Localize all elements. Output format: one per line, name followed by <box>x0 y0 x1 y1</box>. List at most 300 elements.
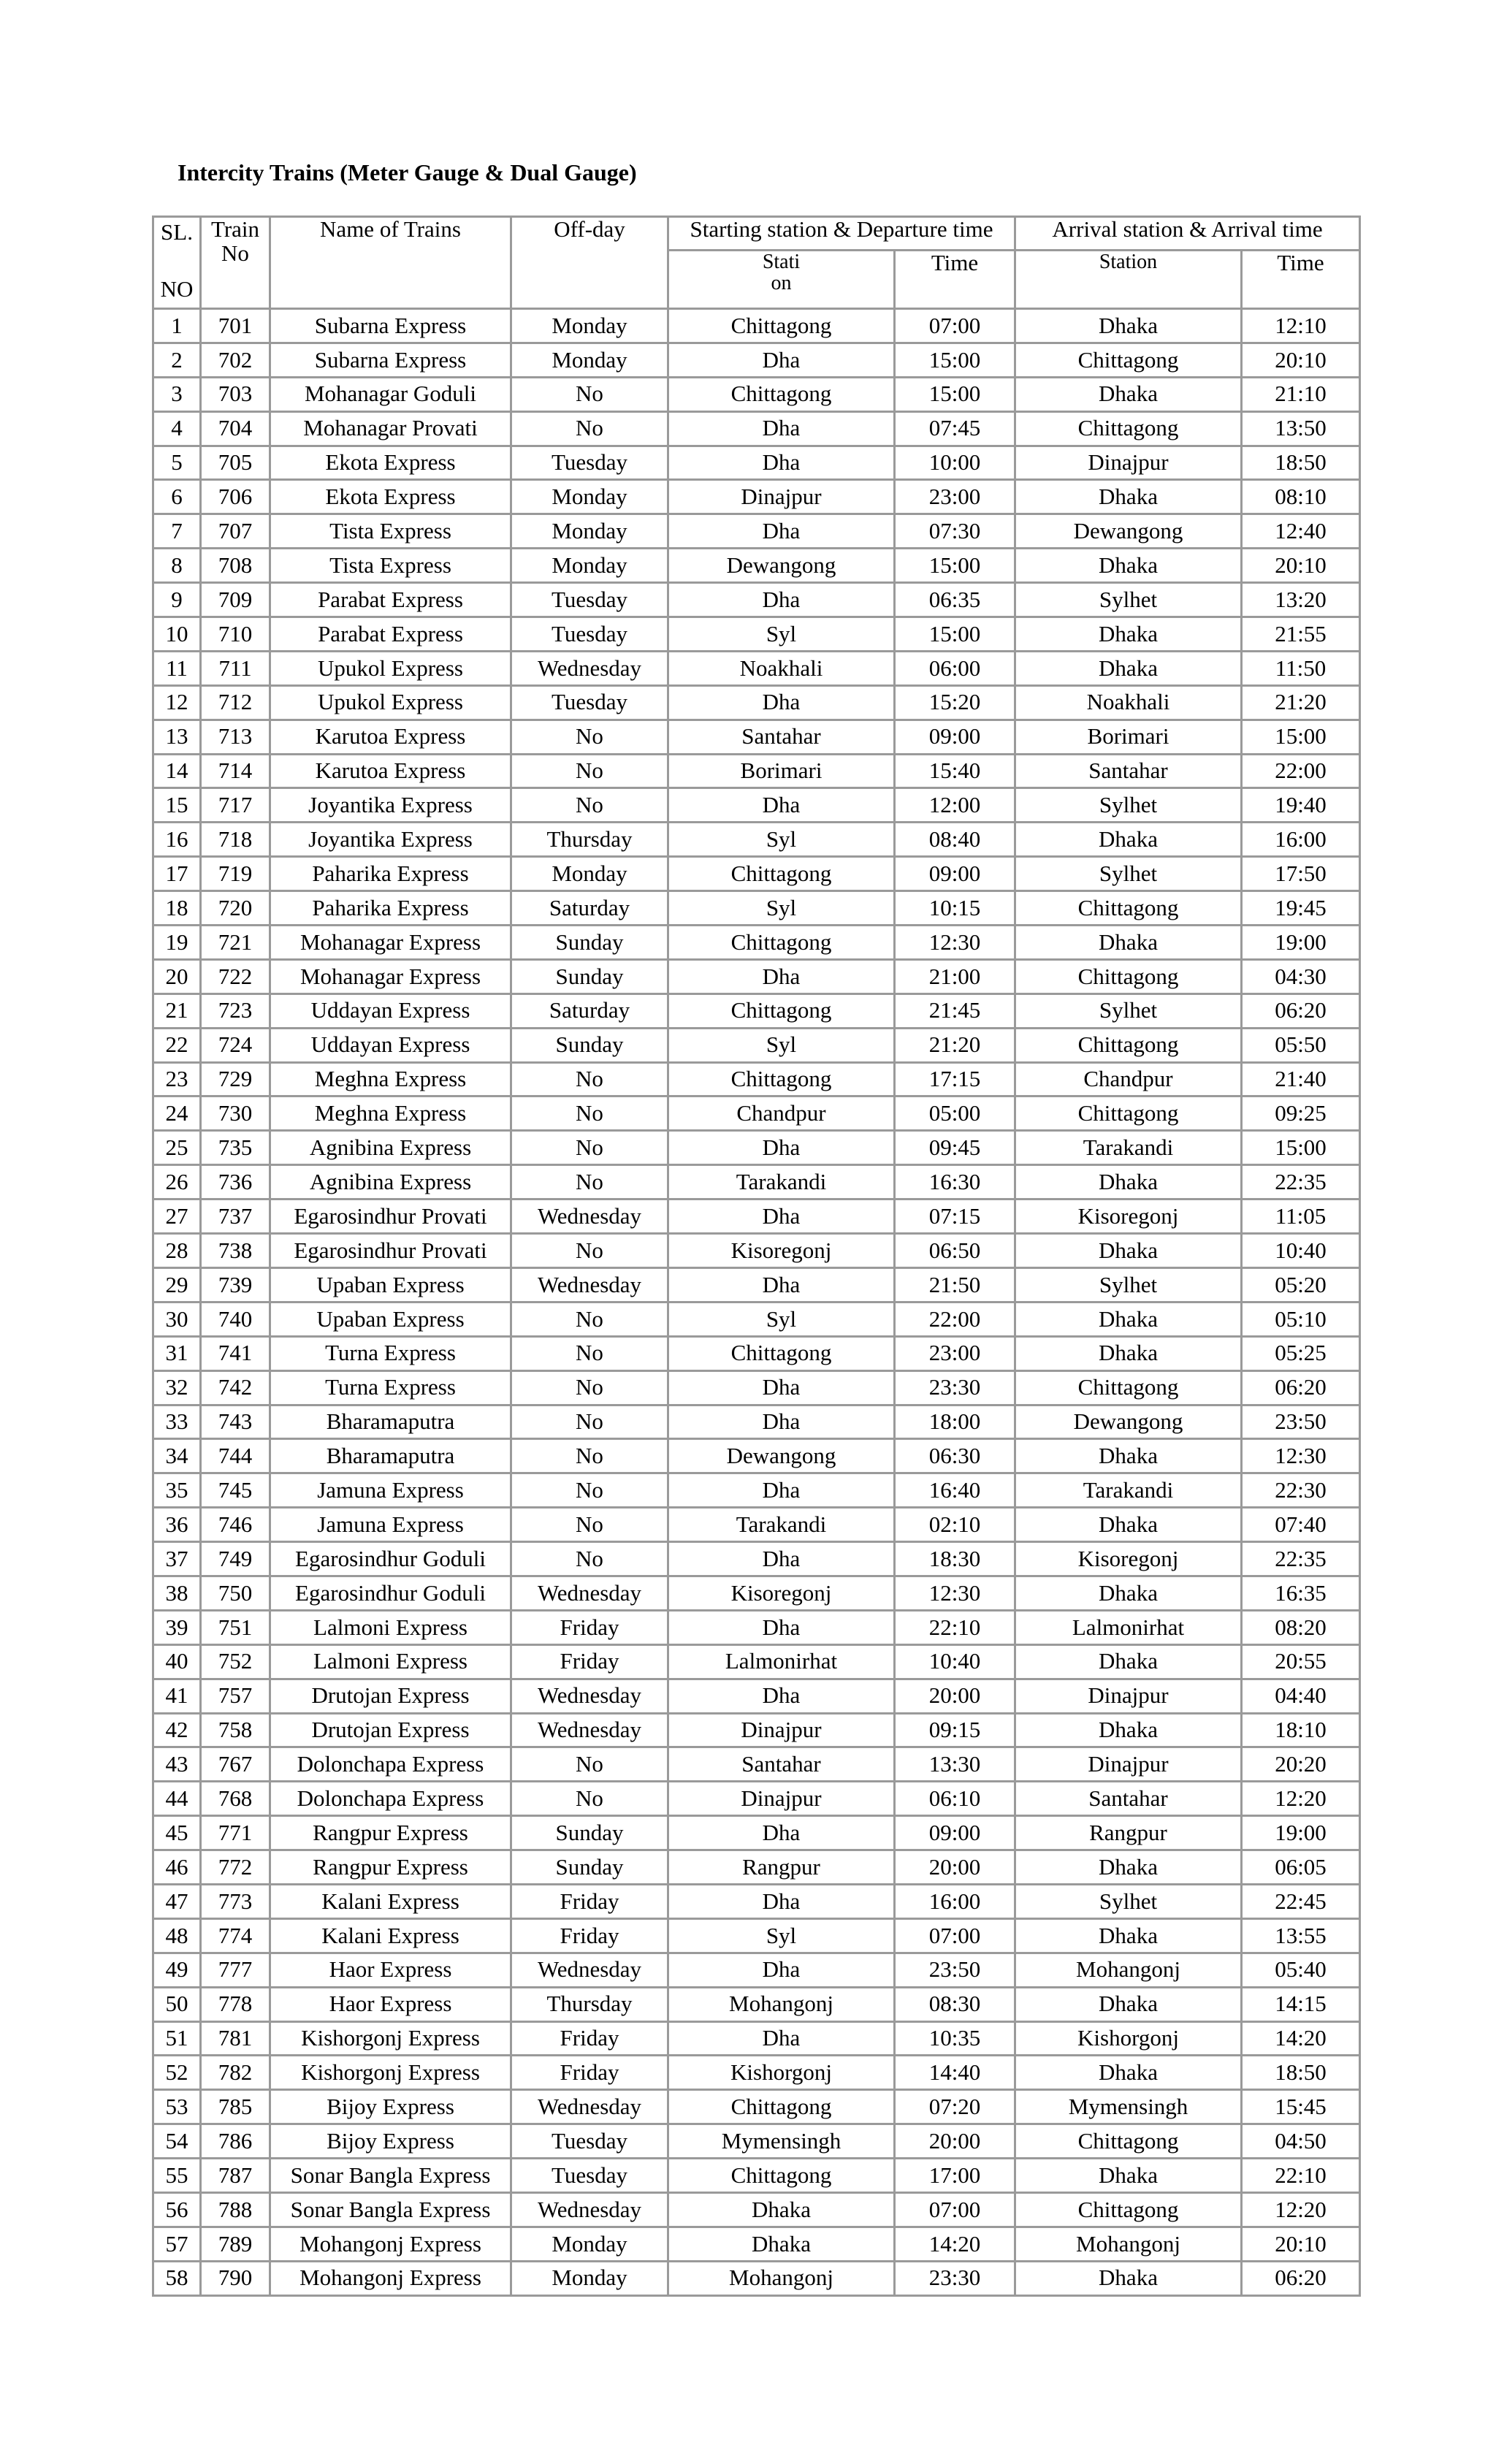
cell-dep: 06:10 <box>895 1782 1015 1816</box>
cell-sl: 8 <box>153 549 201 583</box>
cell-train_no: 788 <box>201 2192 270 2227</box>
cell-train_no: 737 <box>201 1199 270 1234</box>
table-row <box>153 480 1360 514</box>
table-row <box>153 2021 1360 2056</box>
cell-arr: 19:45 <box>1242 891 1360 926</box>
cell-sl: 25 <box>153 1131 201 1165</box>
cell-name: Bharamaputra <box>270 1439 511 1473</box>
cell-to: Chittagong <box>1015 1096 1242 1131</box>
cell-arr: 16:35 <box>1242 1576 1360 1610</box>
cell-train_no: 772 <box>201 1850 270 1885</box>
cell-to: Dhaka <box>1015 1234 1242 1268</box>
cell-to: Dhaka <box>1015 1918 1242 1953</box>
cell-from: Dewangong <box>668 1439 895 1473</box>
cell-to: Dhaka <box>1015 651 1242 685</box>
header-name-of-trains: Name of Trains <box>270 217 511 309</box>
cell-dep: 16:00 <box>895 1884 1015 1918</box>
cell-from: Dha <box>668 685 895 720</box>
cell-to: Chittagong <box>1015 2192 1242 2227</box>
cell-arr: 05:20 <box>1242 1267 1360 1302</box>
cell-sl: 24 <box>153 1096 201 1131</box>
cell-sl: 10 <box>153 617 201 652</box>
cell-dep: 07:45 <box>895 411 1015 446</box>
header-train-bottom: No <box>221 240 249 266</box>
cell-train_no: 789 <box>201 2227 270 2261</box>
cell-arr: 04:40 <box>1242 1679 1360 1713</box>
cell-arr: 11:05 <box>1242 1199 1360 1234</box>
cell-offday: No <box>511 1439 668 1473</box>
cell-from: Chittagong <box>668 926 895 960</box>
cell-dep: 16:30 <box>895 1165 1015 1199</box>
cell-from: Syl <box>668 1302 895 1336</box>
cell-to: Sylhet <box>1015 583 1242 617</box>
cell-sl: 30 <box>153 1302 201 1336</box>
table-header <box>153 217 1360 309</box>
cell-offday: No <box>511 754 668 788</box>
cell-name: Lalmoni Express <box>270 1610 511 1644</box>
cell-offday: No <box>511 1370 668 1405</box>
cell-from: Chandpur <box>668 1096 895 1131</box>
cell-dep: 07:30 <box>895 514 1015 549</box>
table-row <box>153 1199 1360 1234</box>
cell-from: Syl <box>668 1918 895 1953</box>
cell-to: Tarakandi <box>1015 1131 1242 1165</box>
cell-train_no: 705 <box>201 446 270 480</box>
cell-train_no: 723 <box>201 993 270 1028</box>
cell-offday: Tuesday <box>511 446 668 480</box>
cell-train_no: 767 <box>201 1747 270 1782</box>
table-row <box>153 926 1360 960</box>
cell-arr: 12:40 <box>1242 514 1360 549</box>
cell-dep: 23:30 <box>895 2261 1015 2295</box>
cell-sl: 56 <box>153 2192 201 2227</box>
cell-name: Haor Express <box>270 1953 511 1987</box>
cell-sl: 58 <box>153 2261 201 2295</box>
cell-arr: 04:30 <box>1242 959 1360 993</box>
cell-train_no: 790 <box>201 2261 270 2295</box>
cell-offday: No <box>511 411 668 446</box>
cell-to: Dhaka <box>1015 1713 1242 1747</box>
header-start-station-line1: Stati <box>762 251 801 273</box>
cell-offday: Saturday <box>511 993 668 1028</box>
cell-train_no: 704 <box>201 411 270 446</box>
cell-offday: Sunday <box>511 959 668 993</box>
cell-dep: 06:00 <box>895 651 1015 685</box>
cell-offday: Thursday <box>511 823 668 857</box>
cell-offday: No <box>511 1096 668 1131</box>
cell-dep: 22:10 <box>895 1610 1015 1644</box>
cell-dep: 16:40 <box>895 1473 1015 1508</box>
cell-from: Dha <box>668 1267 895 1302</box>
cell-to: Dhaka <box>1015 1439 1242 1473</box>
cell-name: Dolonchapa Express <box>270 1747 511 1782</box>
cell-name: Sonar Bangla Express <box>270 2192 511 2227</box>
cell-offday: No <box>511 1542 668 1576</box>
cell-dep: 23:00 <box>895 480 1015 514</box>
cell-from: Dinajpur <box>668 480 895 514</box>
cell-arr: 05:40 <box>1242 1953 1360 1987</box>
cell-train_no: 707 <box>201 514 270 549</box>
cell-dep: 08:40 <box>895 823 1015 857</box>
table-row <box>153 1679 1360 1713</box>
header-sl-top: SL. <box>161 219 193 245</box>
cell-dep: 06:30 <box>895 1439 1015 1473</box>
cell-dep: 09:45 <box>895 1131 1015 1165</box>
cell-from: Dha <box>668 2021 895 2056</box>
cell-offday: Sunday <box>511 1850 668 1885</box>
cell-sl: 51 <box>153 2021 201 2056</box>
cell-sl: 1 <box>153 309 201 343</box>
cell-offday: No <box>511 1131 668 1165</box>
cell-sl: 55 <box>153 2159 201 2193</box>
cell-dep: 07:20 <box>895 2090 1015 2124</box>
cell-train_no: 746 <box>201 1508 270 1542</box>
cell-dep: 12:30 <box>895 1576 1015 1610</box>
cell-to: Dhaka <box>1015 1644 1242 1679</box>
cell-to: Chittagong <box>1015 1370 1242 1405</box>
cell-sl: 34 <box>153 1439 201 1473</box>
cell-name: Kishorgonj Express <box>270 2021 511 2056</box>
cell-from: Dha <box>668 514 895 549</box>
table-row <box>153 1508 1360 1542</box>
cell-dep: 13:30 <box>895 1747 1015 1782</box>
cell-name: Bijoy Express <box>270 2124 511 2159</box>
table-row <box>153 309 1360 343</box>
cell-arr: 18:50 <box>1242 446 1360 480</box>
cell-name: Karutoa Express <box>270 754 511 788</box>
cell-from: Chittagong <box>668 309 895 343</box>
cell-from: Santahar <box>668 1747 895 1782</box>
cell-sl: 53 <box>153 2090 201 2124</box>
cell-train_no: 741 <box>201 1336 270 1370</box>
cell-name: Haor Express <box>270 1987 511 2021</box>
cell-sl: 52 <box>153 2056 201 2090</box>
table-row <box>153 1953 1360 1987</box>
cell-offday: Monday <box>511 309 668 343</box>
cell-offday: Wednesday <box>511 1679 668 1713</box>
cell-to: Santahar <box>1015 1782 1242 1816</box>
cell-to: Chittagong <box>1015 891 1242 926</box>
table-row <box>153 2159 1360 2193</box>
cell-dep: 15:00 <box>895 617 1015 652</box>
cell-from: Chittagong <box>668 1062 895 1096</box>
cell-arr: 20:55 <box>1242 1644 1360 1679</box>
cell-train_no: 740 <box>201 1302 270 1336</box>
cell-dep: 07:00 <box>895 1918 1015 1953</box>
cell-from: Dha <box>668 446 895 480</box>
table-row <box>153 1439 1360 1473</box>
cell-name: Mohanagar Express <box>270 959 511 993</box>
cell-name: Kalani Express <box>270 1884 511 1918</box>
cell-from: Santahar <box>668 720 895 754</box>
cell-dep: 09:00 <box>895 720 1015 754</box>
table-row <box>153 1370 1360 1405</box>
cell-sl: 26 <box>153 1165 201 1199</box>
cell-arr: 12:20 <box>1242 2192 1360 2227</box>
cell-to: Chittagong <box>1015 959 1242 993</box>
cell-offday: Monday <box>511 857 668 891</box>
cell-sl: 45 <box>153 1816 201 1850</box>
cell-dep: 02:10 <box>895 1508 1015 1542</box>
cell-from: Dha <box>668 1405 895 1439</box>
cell-from: Syl <box>668 617 895 652</box>
cell-arr: 07:40 <box>1242 1508 1360 1542</box>
cell-name: Upaban Express <box>270 1302 511 1336</box>
cell-arr: 14:15 <box>1242 1987 1360 2021</box>
cell-dep: 15:20 <box>895 685 1015 720</box>
cell-arr: 04:50 <box>1242 2124 1360 2159</box>
cell-sl: 12 <box>153 685 201 720</box>
cell-name: Parabat Express <box>270 583 511 617</box>
cell-train_no: 786 <box>201 2124 270 2159</box>
cell-from: Tarakandi <box>668 1165 895 1199</box>
cell-from: Lalmonirhat <box>668 1644 895 1679</box>
cell-name: Agnibina Express <box>270 1165 511 1199</box>
cell-from: Dewangong <box>668 549 895 583</box>
cell-offday: Tuesday <box>511 2124 668 2159</box>
cell-dep: 15:40 <box>895 754 1015 788</box>
table-row <box>153 1644 1360 1679</box>
cell-arr: 19:00 <box>1242 926 1360 960</box>
cell-arr: 13:55 <box>1242 1918 1360 1953</box>
table-row <box>153 891 1360 926</box>
table-row <box>153 2056 1360 2090</box>
cell-train_no: 712 <box>201 685 270 720</box>
cell-from: Kisoregonj <box>668 1234 895 1268</box>
cell-arr: 08:10 <box>1242 480 1360 514</box>
cell-train_no: 774 <box>201 1918 270 1953</box>
cell-name: Jamuna Express <box>270 1508 511 1542</box>
table-row <box>153 1165 1360 1199</box>
table-row <box>153 1610 1360 1644</box>
cell-to: Kisoregonj <box>1015 1199 1242 1234</box>
cell-dep: 21:00 <box>895 959 1015 993</box>
table-row <box>153 343 1360 377</box>
cell-train_no: 738 <box>201 1234 270 1268</box>
cell-name: Drutojan Express <box>270 1679 511 1713</box>
cell-offday: No <box>511 1336 668 1370</box>
cell-train_no: 710 <box>201 617 270 652</box>
table-row <box>153 754 1360 788</box>
cell-dep: 09:00 <box>895 1816 1015 1850</box>
cell-arr: 13:20 <box>1242 583 1360 617</box>
cell-offday: Sunday <box>511 1028 668 1062</box>
cell-to: Dhaka <box>1015 1576 1242 1610</box>
cell-arr: 15:00 <box>1242 720 1360 754</box>
cell-offday: Friday <box>511 1610 668 1644</box>
cell-train_no: 718 <box>201 823 270 857</box>
cell-sl: 20 <box>153 959 201 993</box>
cell-train_no: 749 <box>201 1542 270 1576</box>
cell-train_no: 722 <box>201 959 270 993</box>
cell-offday: Wednesday <box>511 1576 668 1610</box>
cell-to: Dewangong <box>1015 514 1242 549</box>
table-row <box>153 583 1360 617</box>
cell-name: Tista Express <box>270 514 511 549</box>
cell-sl: 31 <box>153 1336 201 1370</box>
cell-from: Chittagong <box>668 2159 895 2193</box>
cell-dep: 12:00 <box>895 788 1015 823</box>
cell-arr: 22:45 <box>1242 1884 1360 1918</box>
cell-train_no: 735 <box>201 1131 270 1165</box>
cell-train_no: 768 <box>201 1782 270 1816</box>
cell-to: Chittagong <box>1015 1028 1242 1062</box>
cell-from: Dinajpur <box>668 1782 895 1816</box>
cell-dep: 06:35 <box>895 583 1015 617</box>
cell-name: Paharika Express <box>270 891 511 926</box>
cell-from: Dha <box>668 583 895 617</box>
cell-offday: No <box>511 1302 668 1336</box>
table-row <box>153 651 1360 685</box>
cell-train_no: 701 <box>201 309 270 343</box>
cell-sl: 16 <box>153 823 201 857</box>
cell-to: Dinajpur <box>1015 1747 1242 1782</box>
cell-to: Kishorgonj <box>1015 2021 1242 2056</box>
cell-sl: 13 <box>153 720 201 754</box>
cell-to: Tarakandi <box>1015 1473 1242 1508</box>
cell-arr: 12:30 <box>1242 1439 1360 1473</box>
cell-from: Kisoregonj <box>668 1576 895 1610</box>
cell-name: Subarna Express <box>270 309 511 343</box>
cell-offday: No <box>511 1062 668 1096</box>
cell-offday: Wednesday <box>511 1267 668 1302</box>
cell-offday: No <box>511 1165 668 1199</box>
cell-train_no: 787 <box>201 2159 270 2193</box>
cell-to: Sylhet <box>1015 993 1242 1028</box>
cell-offday: No <box>511 377 668 411</box>
cell-train_no: 729 <box>201 1062 270 1096</box>
cell-sl: 49 <box>153 1953 201 1987</box>
cell-to: Chittagong <box>1015 343 1242 377</box>
cell-dep: 17:00 <box>895 2159 1015 2193</box>
cell-offday: Monday <box>511 2261 668 2295</box>
table-row <box>153 1816 1360 1850</box>
cell-offday: Sunday <box>511 926 668 960</box>
cell-arr: 06:20 <box>1242 1370 1360 1405</box>
header-starting-station-group: Starting station & Departure time <box>668 217 1015 251</box>
cell-sl: 46 <box>153 1850 201 1885</box>
cell-from: Syl <box>668 823 895 857</box>
cell-train_no: 721 <box>201 926 270 960</box>
cell-offday: Wednesday <box>511 2192 668 2227</box>
cell-offday: Friday <box>511 2056 668 2090</box>
cell-arr: 08:20 <box>1242 1610 1360 1644</box>
cell-dep: 09:15 <box>895 1713 1015 1747</box>
cell-sl: 36 <box>153 1508 201 1542</box>
cell-to: Dinajpur <box>1015 1679 1242 1713</box>
cell-to: Dhaka <box>1015 1850 1242 1885</box>
cell-dep: 21:20 <box>895 1028 1015 1062</box>
table-row <box>153 857 1360 891</box>
table-row <box>153 1576 1360 1610</box>
cell-train_no: 745 <box>201 1473 270 1508</box>
cell-offday: Wednesday <box>511 1953 668 1987</box>
cell-arr: 23:50 <box>1242 1405 1360 1439</box>
table-row <box>153 1747 1360 1782</box>
cell-arr: 16:00 <box>1242 823 1360 857</box>
table-row <box>153 1782 1360 1816</box>
cell-sl: 17 <box>153 857 201 891</box>
cell-arr: 22:00 <box>1242 754 1360 788</box>
cell-train_no: 758 <box>201 1713 270 1747</box>
cell-arr: 06:05 <box>1242 1850 1360 1885</box>
cell-name: Meghna Express <box>270 1062 511 1096</box>
cell-name: Parabat Express <box>270 617 511 652</box>
cell-name: Joyantika Express <box>270 788 511 823</box>
cell-train_no: 771 <box>201 1816 270 1850</box>
cell-to: Chittagong <box>1015 2124 1242 2159</box>
cell-dep: 10:00 <box>895 446 1015 480</box>
cell-offday: Friday <box>511 2021 668 2056</box>
cell-from: Borimari <box>668 754 895 788</box>
cell-from: Tarakandi <box>668 1508 895 1542</box>
cell-dep: 20:00 <box>895 1679 1015 1713</box>
cell-name: Egarosindhur Goduli <box>270 1542 511 1576</box>
cell-dep: 17:15 <box>895 1062 1015 1096</box>
cell-from: Noakhali <box>668 651 895 685</box>
header-train-top: Train <box>210 216 260 242</box>
cell-train_no: 781 <box>201 2021 270 2056</box>
cell-name: Bijoy Express <box>270 2090 511 2124</box>
table-row <box>153 1473 1360 1508</box>
table-row <box>153 1234 1360 1268</box>
cell-from: Dha <box>668 1953 895 1987</box>
table-row <box>153 2261 1360 2295</box>
cell-to: Mymensingh <box>1015 2090 1242 2124</box>
cell-dep: 14:40 <box>895 2056 1015 2090</box>
cell-to: Dhaka <box>1015 377 1242 411</box>
cell-dep: 07:15 <box>895 1199 1015 1234</box>
cell-offday: Monday <box>511 2227 668 2261</box>
table-row <box>153 959 1360 993</box>
cell-arr: 10:40 <box>1242 1234 1360 1268</box>
cell-to: Borimari <box>1015 720 1242 754</box>
cell-arr: 15:45 <box>1242 2090 1360 2124</box>
cell-dep: 20:00 <box>895 1850 1015 1885</box>
cell-arr: 20:10 <box>1242 549 1360 583</box>
cell-to: Mohangonj <box>1015 1953 1242 1987</box>
cell-to: Dhaka <box>1015 480 1242 514</box>
cell-to: Noakhali <box>1015 685 1242 720</box>
cell-to: Kisoregonj <box>1015 1542 1242 1576</box>
cell-sl: 41 <box>153 1679 201 1713</box>
cell-arr: 12:10 <box>1242 309 1360 343</box>
cell-from: Syl <box>668 891 895 926</box>
cell-arr: 13:50 <box>1242 411 1360 446</box>
cell-name: Agnibina Express <box>270 1131 511 1165</box>
cell-name: Subarna Express <box>270 343 511 377</box>
cell-sl: 50 <box>153 1987 201 2021</box>
cell-name: Rangpur Express <box>270 1850 511 1885</box>
cell-name: Upukol Express <box>270 651 511 685</box>
cell-sl: 18 <box>153 891 201 926</box>
table-row <box>153 1884 1360 1918</box>
cell-name: Uddayan Express <box>270 993 511 1028</box>
cell-name: Mohanagar Express <box>270 926 511 960</box>
cell-sl: 7 <box>153 514 201 549</box>
cell-offday: Tuesday <box>511 685 668 720</box>
cell-sl: 47 <box>153 1884 201 1918</box>
cell-to: Dhaka <box>1015 2056 1242 2090</box>
cell-sl: 28 <box>153 1234 201 1268</box>
cell-offday: Friday <box>511 1644 668 1679</box>
cell-to: Dhaka <box>1015 1302 1242 1336</box>
cell-from: Dhaka <box>668 2192 895 2227</box>
table-row <box>153 2227 1360 2261</box>
cell-arr: 06:20 <box>1242 2261 1360 2295</box>
table-row <box>153 446 1360 480</box>
table-row <box>153 1713 1360 1747</box>
